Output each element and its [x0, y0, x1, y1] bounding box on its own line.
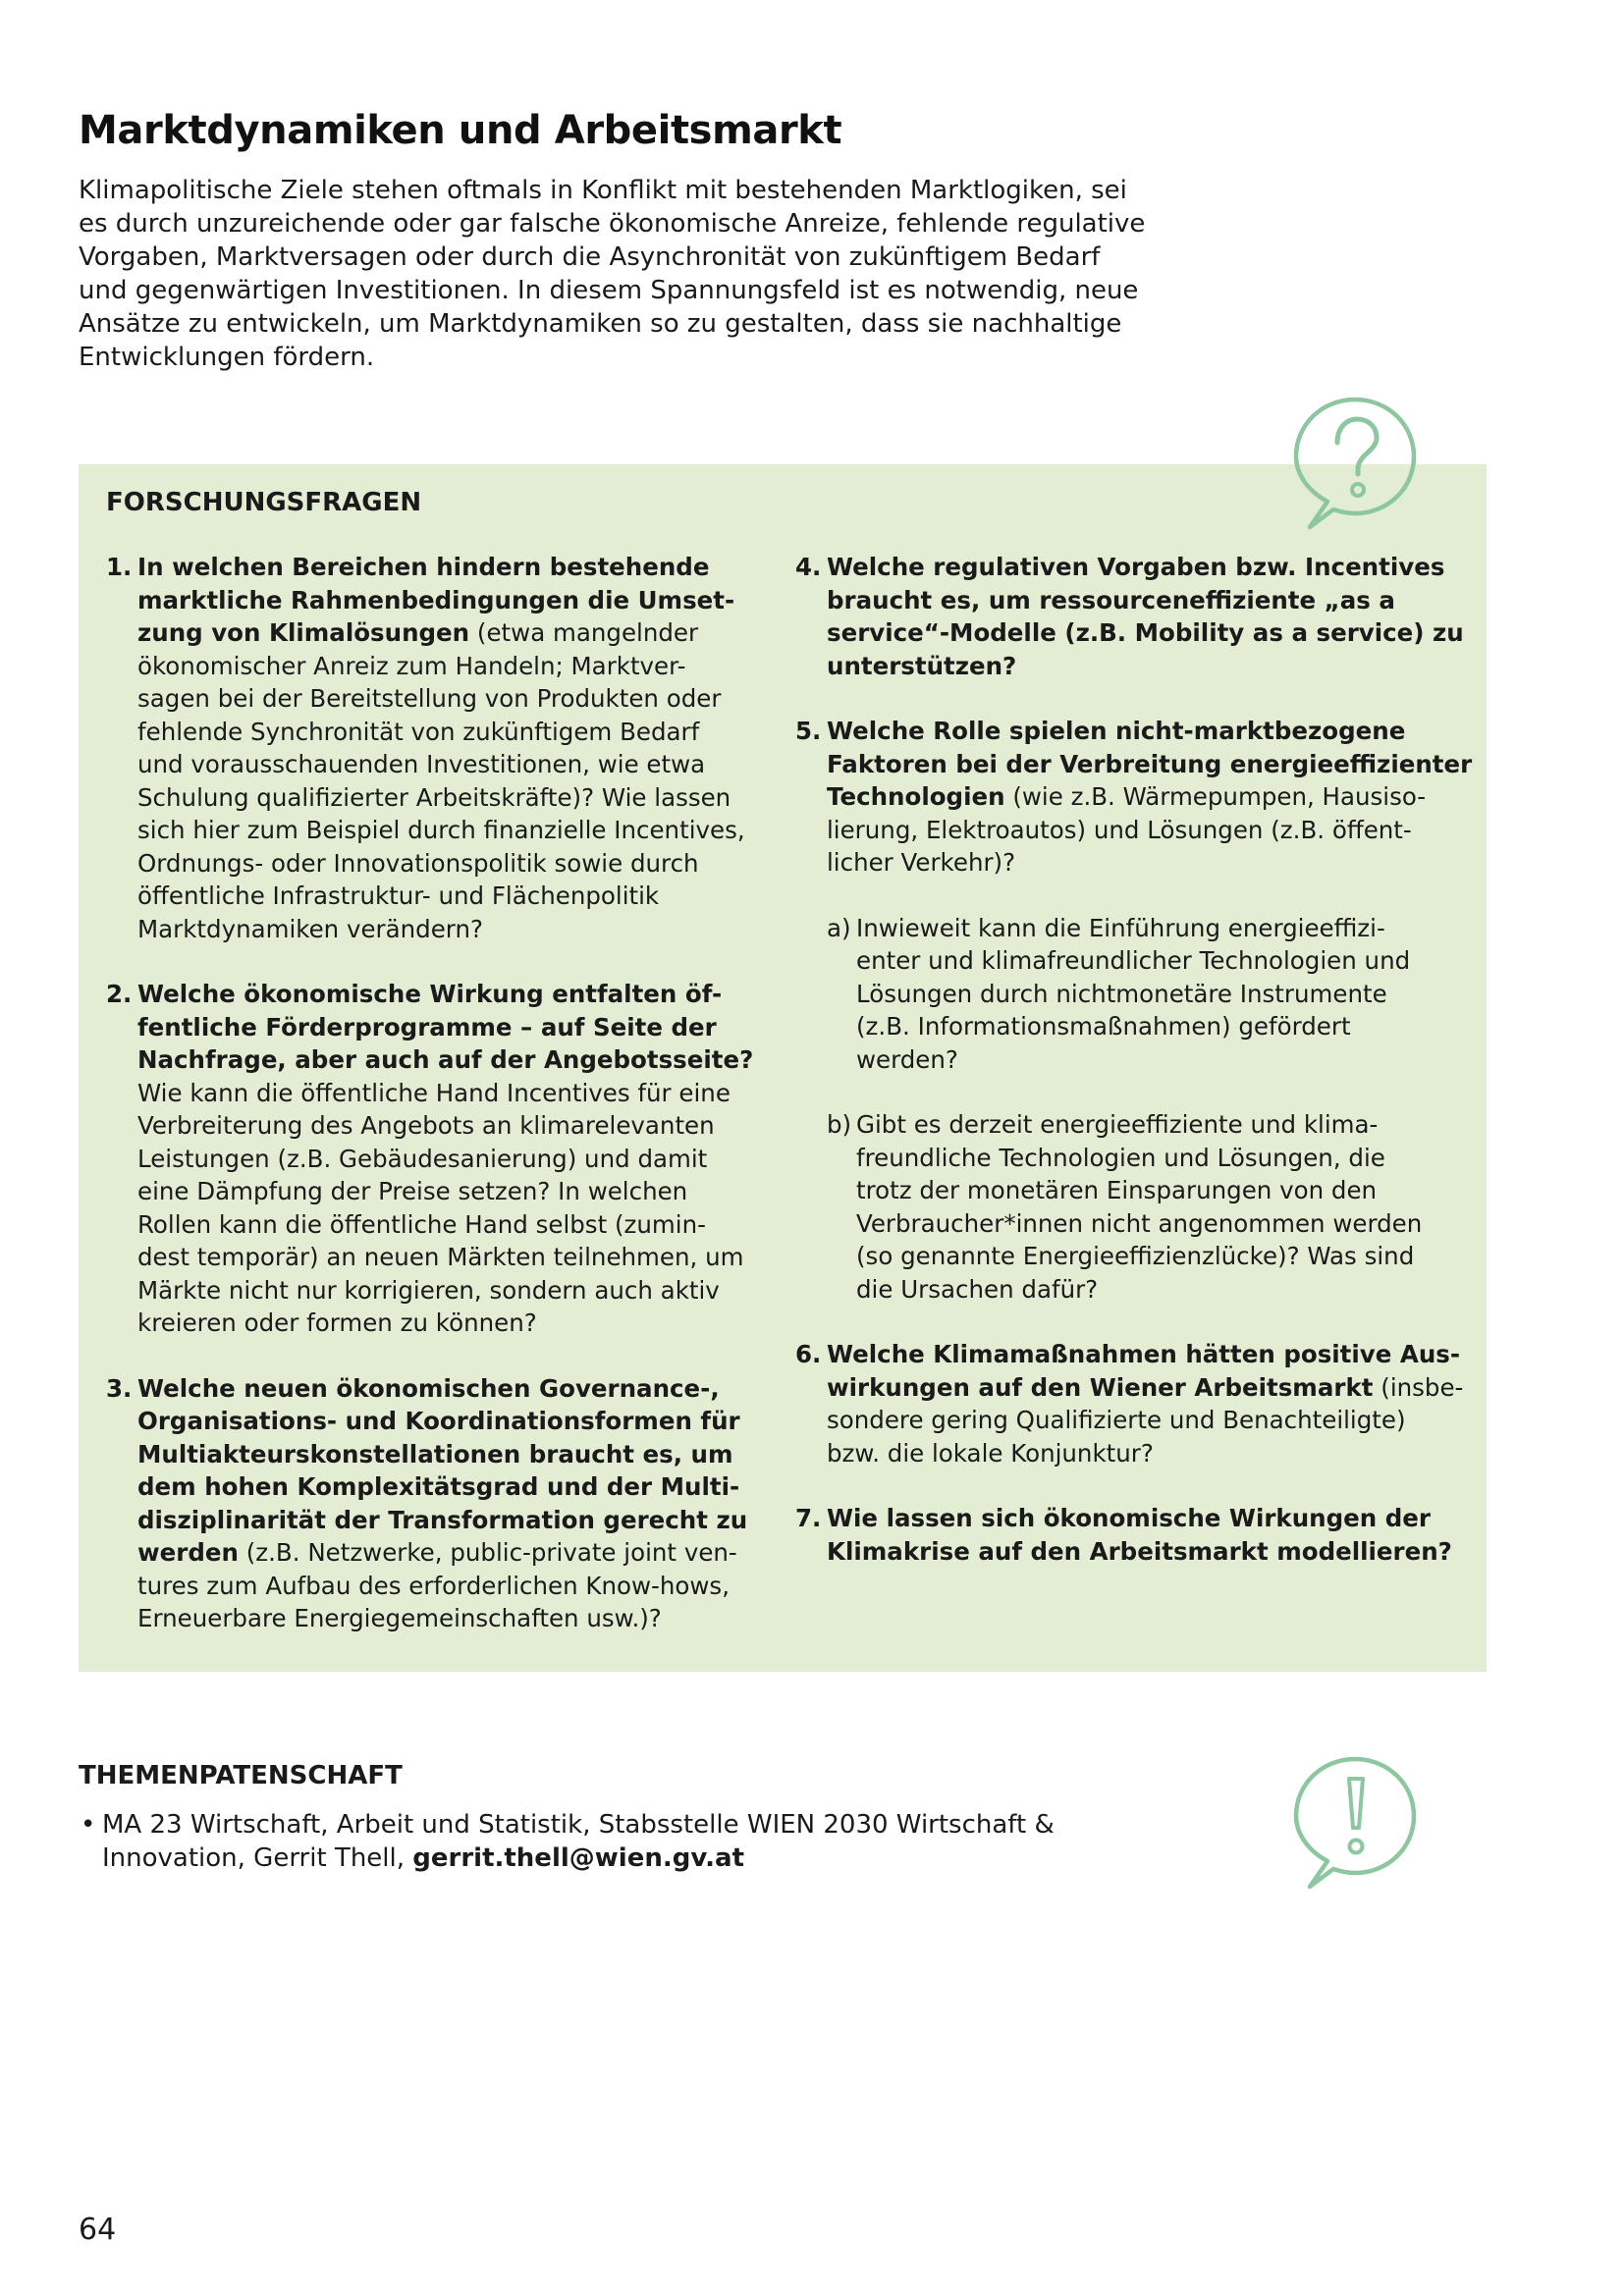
question-text: und vorausschauenden Investitionen, wie etwa — [137, 750, 706, 778]
question-line — [137, 1175, 784, 1208]
question-bold-text: wirkungen auf den Wiener Arbeitsmarkt — [827, 1372, 1374, 1402]
question-text: (z.B. Netzwerke, public-private joint ven- — [238, 1538, 737, 1567]
question-line — [827, 780, 1483, 814]
question-bold-text: Welche ökonomische Wirkung entfalten öf- — [137, 980, 723, 1008]
question-line — [137, 1602, 784, 1635]
question-bold-text: Organisations- und Koordinationsformen für — [137, 1407, 740, 1435]
question-text: ökonomischer Anreiz zum Handeln; Marktver- — [137, 651, 686, 680]
question-number: 3. — [106, 1373, 133, 1403]
questions-column-right — [795, 551, 1483, 1600]
question-line — [137, 1470, 784, 1504]
email-link[interactable]: gerrit.thell@wien.gv.at — [412, 1842, 745, 1873]
question-bold-text: Nachfrage, aber auch auf der Angebotsseite? — [137, 1045, 754, 1074]
question-line — [137, 814, 784, 847]
question-line — [137, 1077, 784, 1110]
subquestion-line: (z.B. Informationsmaßnahmen) gefördert — [856, 1012, 1351, 1041]
research-questions-box — [79, 464, 1487, 1672]
question-line — [137, 616, 784, 650]
intro-line: Ansätze zu entwickeln, um Marktdynamiken so zu gestalten, dass sie nachhaltige — [79, 309, 1122, 339]
question-line — [137, 1208, 784, 1242]
question-bold-text: fentliche Förderprogramme – auf Seite der — [137, 1012, 717, 1041]
question-bold-text: service“-Modelle (z.B. Mobility as a service) zu — [827, 618, 1464, 647]
question-text: Marktdynamiken verändern? — [137, 914, 483, 943]
question-bold-text: In welchen Bereichen hindern bestehende — [137, 553, 710, 581]
sponsorship-item — [79, 1809, 1055, 1875]
question-bold-text: Multiakteurskonstellationen braucht es, um — [137, 1439, 733, 1468]
question-5 — [795, 715, 1483, 880]
question-speech-bubble-icon — [1292, 396, 1420, 533]
question-text: tures zum Aufbau des erforderlichen Know-hows, — [137, 1571, 730, 1600]
question-text: Schulung qualifizierter Arbeitskräfte)? Wie lassen — [137, 782, 731, 812]
subquestion-line: (so genannte Energieeffizienzlücke)? Was sind — [856, 1242, 1415, 1270]
question-bold-text: Welche Rolle spielen nicht-marktbezogene — [827, 717, 1406, 745]
question-text: (insbe- — [1373, 1372, 1464, 1402]
question-text: licher Verkehr)? — [827, 848, 1016, 877]
question-line — [137, 682, 784, 716]
question-text: sagen bei der Bereitstellung von Produkten oder — [137, 684, 722, 713]
intro-paragraph — [79, 174, 1149, 374]
question-bold-text: braucht es, um ressourceneffiziente „as a — [827, 585, 1395, 614]
question-3 — [106, 1372, 784, 1635]
question-bold-text: dem hohen Komplexitätsgrad und der Multi- — [137, 1472, 740, 1501]
intro-line: Entwicklungen fördern. — [79, 343, 375, 372]
question-line — [827, 1404, 1483, 1437]
question-1 — [106, 551, 784, 945]
question-2 — [106, 978, 784, 1340]
question-line — [137, 1043, 784, 1077]
question-text: (etwa mangelnder — [469, 618, 699, 647]
question-bold-text: werden — [137, 1538, 239, 1567]
subquestion-line: werden? — [856, 1044, 958, 1074]
question-number: 6. — [795, 1340, 822, 1368]
sponsorship-text: Innovation, Gerrit Thell, — [102, 1842, 413, 1873]
question-line — [827, 748, 1483, 781]
sponsorship-line — [102, 1842, 1055, 1876]
intro-line: es durch unzureichende oder gar falsche ökonomische Anreize, fehlende regulative — [79, 209, 1146, 239]
question-text: eine Dämpfung der Preise setzen? In welchen — [137, 1177, 688, 1205]
question-line — [827, 551, 1483, 584]
question-4 — [795, 551, 1483, 682]
exclamation-speech-bubble-icon — [1292, 1755, 1420, 1893]
question-text: öffentliche Infrastruktur- und Flächenpolitik — [137, 881, 660, 910]
question-line — [137, 1109, 784, 1143]
question-line — [137, 1570, 784, 1603]
question-line — [137, 1143, 784, 1176]
subquestion-marker: a) — [827, 913, 851, 942]
question-line — [137, 880, 784, 913]
question-bold-text: Welche neuen ökonomischen Governance-, — [137, 1373, 720, 1403]
question-text: (wie z.B. Wärmepumpen, Hausiso- — [1004, 782, 1427, 811]
question-number: 2. — [106, 980, 133, 1008]
intro-line: und gegenwärtigen Investitionen. In diesem Spannungsfeld ist es notwendig, neue — [79, 276, 1139, 305]
intro-line: Klimapolitische Ziele stehen oftmals in Konflikt mit bestehenden Marktlogiken, sei — [79, 176, 1127, 205]
question-line — [137, 978, 784, 1011]
question-bold-text: Welche regulativen Vorgaben bzw. Incentives — [827, 553, 1445, 581]
question-line — [137, 781, 784, 815]
question-line — [827, 1371, 1483, 1405]
question-text: dest temporär) an neuen Märkten teilnehmen, um — [137, 1243, 744, 1271]
question-line — [137, 551, 784, 584]
question-text: Märkte nicht nur korrigieren, sondern auch aktiv — [137, 1275, 720, 1305]
question-bold-text: Wie lassen sich ökonomische Wirkungen der — [827, 1504, 1431, 1532]
question-line — [827, 584, 1483, 617]
question-line — [137, 1274, 784, 1308]
question-text: Verbreiterung des Angebots an klimarelevanten — [137, 1111, 715, 1140]
question-text: kreieren oder formen zu können? — [137, 1308, 537, 1337]
sponsorship-line: MA 23 Wirtschaft, Arbeit und Statistik, Stabsstelle WIEN 2030 Wirtschaft & — [102, 1810, 1055, 1840]
question-text: Wie kann die öffentliche Hand Incentives für eine — [137, 1078, 731, 1107]
subquestion-line: freundliche Technologien und Lösungen, die — [856, 1143, 1385, 1172]
subquestion-line: Verbraucher*innen nicht angenommen werden — [856, 1208, 1423, 1238]
sponsorship-heading: THEMENPATENSCHAFT — [79, 1761, 403, 1790]
question-line — [827, 1437, 1483, 1470]
question-line — [827, 814, 1483, 847]
question-bold-text: Welche Klimamaßnahmen hätten positive Aus- — [827, 1340, 1461, 1368]
research-questions-heading: FORSCHUNGSFRAGEN — [106, 488, 422, 517]
question-text: Rollen kann die öffentliche Hand selbst (zumin- — [137, 1209, 706, 1239]
question-text: lierung, Elektroautos) und Lösungen (z.B. öffent- — [827, 815, 1412, 844]
subquestion-marker: b) — [827, 1110, 852, 1139]
question-line — [137, 1438, 784, 1471]
intro-line: Vorgaben, Marktversagen oder durch die Asynchronität von zukünftigem Bedarf — [79, 242, 1101, 272]
question-line — [137, 650, 784, 683]
question-line — [137, 584, 784, 617]
question-text: fehlende Synchronität von zukünftigem Bedarf — [137, 717, 700, 746]
question-bold-text: Technologien — [827, 782, 1005, 811]
question-bold-text: Klimakrise auf den Arbeitsmarkt modellieren? — [827, 1536, 1452, 1566]
subquestion-line: Lösungen durch nichtmonetäre Instrumente — [856, 979, 1387, 1008]
question-line — [137, 913, 784, 946]
question-line — [137, 1011, 784, 1044]
question-line — [137, 847, 784, 881]
question-bold-text: zung von Klimalösungen — [137, 618, 470, 647]
subquestion-line: Gibt es derzeit energieeffiziente und klima- — [856, 1110, 1379, 1139]
question-line — [827, 616, 1483, 650]
question-text: sondere gering Qualifizierte und Benachteiligte) — [827, 1406, 1406, 1434]
question-line — [137, 1536, 784, 1570]
question-line — [137, 1405, 784, 1438]
subquestion-line: trotz der monetären Einsparungen von den — [856, 1176, 1378, 1204]
question-line — [137, 1241, 784, 1274]
subquestion-line: enter und klimafreundlicher Technologien und — [856, 946, 1411, 975]
question-bold-text: disziplinarität der Transformation gerecht zu — [137, 1505, 748, 1534]
question-bold-text: marktliche Rahmenbedingungen die Umset- — [137, 585, 735, 614]
question-line — [827, 1502, 1483, 1535]
question-line — [827, 846, 1483, 880]
subquestion-line: die Ursachen dafür? — [856, 1274, 1099, 1304]
question-number: 4. — [795, 553, 822, 581]
question-bold-text: Faktoren bei der Verbreitung energieeffizienter — [827, 749, 1473, 778]
question-bold-text: unterstützen? — [827, 651, 1017, 680]
page-number: 64 — [79, 2213, 117, 2247]
question-line — [827, 1338, 1483, 1371]
question-line — [827, 1535, 1483, 1569]
question-number: 1. — [106, 553, 133, 581]
question-7 — [795, 1502, 1483, 1568]
question-5b — [795, 1108, 1483, 1306]
questions-column-left — [106, 551, 784, 1668]
subquestion-line: Inwieweit kann die Einführung energieeffizi- — [856, 913, 1385, 942]
question-text: Ordnungs- oder Innovationspolitik sowie durch — [137, 848, 699, 878]
question-text: Leistungen (z.B. Gebäudesanierung) und damit — [137, 1144, 708, 1173]
question-6 — [795, 1338, 1483, 1469]
question-line — [827, 650, 1483, 683]
question-number: 5. — [795, 717, 822, 745]
question-line — [137, 716, 784, 749]
question-line — [137, 1372, 784, 1406]
question-line — [137, 1504, 784, 1537]
bullet-icon: • — [81, 1810, 96, 1840]
question-number: 7. — [795, 1504, 822, 1532]
question-text: Erneuerbare Energiegemeinschaften usw.)? — [137, 1604, 662, 1632]
question-line — [137, 748, 784, 781]
question-text: sich hier zum Beispiel durch finanzielle Incentives, — [137, 816, 745, 844]
question-line — [827, 715, 1483, 748]
question-text: bzw. die lokale Konjunktur? — [827, 1438, 1154, 1468]
question-line — [137, 1307, 784, 1340]
question-5a — [795, 912, 1483, 1077]
page-title: Marktdynamiken und Arbeitsmarkt — [79, 108, 842, 153]
